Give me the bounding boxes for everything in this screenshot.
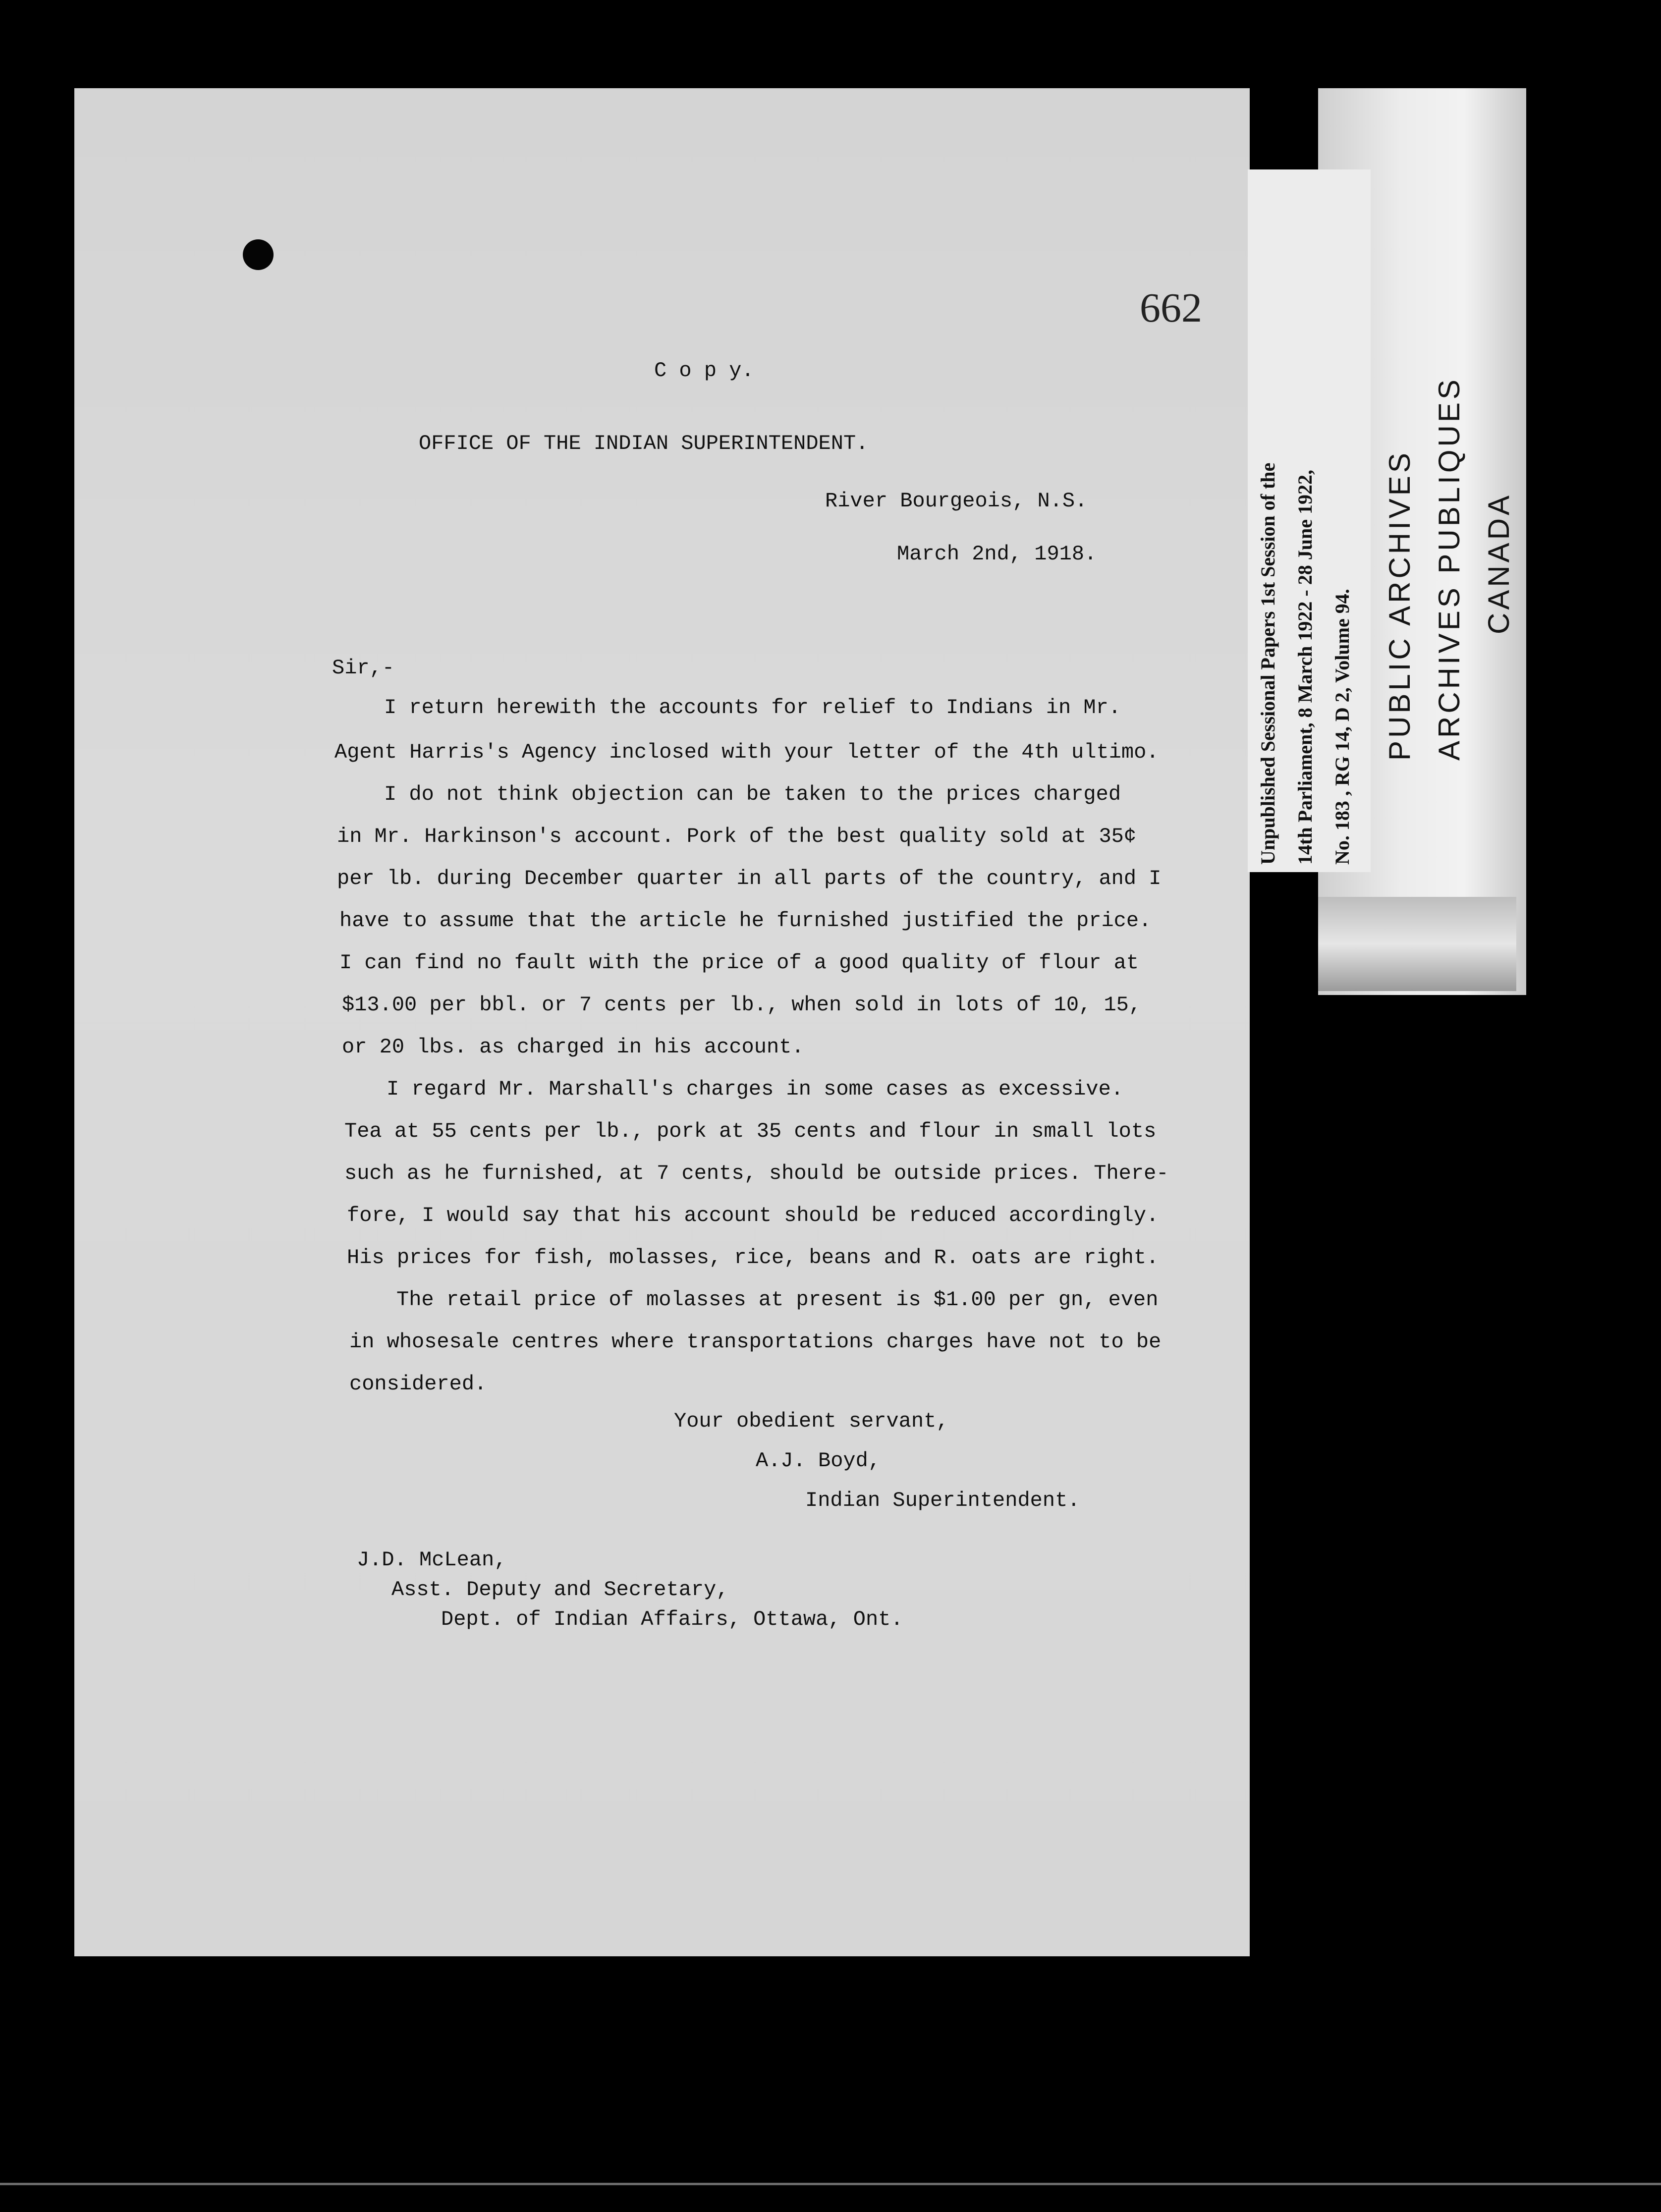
recipient-department: Dept. of Indian Affairs, Ottawa, Ont. (441, 1607, 903, 1631)
film-border-line (0, 2183, 1661, 2185)
office-heading: OFFICE OF THE INDIAN SUPERINTENDENT. (419, 432, 869, 455)
salutation: Sir,- (332, 656, 395, 680)
document-page (74, 88, 1250, 1956)
citation-label-line: 14th Parliament, 8 March 1922 - 28 June 1922, (1294, 470, 1316, 865)
page-number: 662 (1140, 285, 1202, 331)
archive-stamp-line: PUBLIC ARCHIVES (1383, 450, 1416, 761)
body-line: in Mr. Harkinson's account. Pork of the best quality sold at 35¢ (337, 825, 1137, 848)
closing-line: Your obedient servant, (674, 1409, 949, 1433)
body-line: His prices for fish, molasses, rice, beans and R. oats are right. (347, 1246, 1159, 1270)
body-line: Agent Harris's Agency inclosed with your letter of the 4th ultimo. (334, 740, 1159, 764)
body-line: Tea at 55 cents per lb., pork at 35 cents and flour in small lots (344, 1119, 1157, 1143)
recipient-name: J.D. McLean, (357, 1548, 507, 1572)
recipient-title: Asst. Deputy and Secretary, (391, 1578, 729, 1602)
copy-label: C o p y. (654, 359, 754, 383)
body-line: $13.00 per bbl. or 7 cents per lb., when sold in lots of 10, 15, (342, 993, 1142, 1017)
body-line: I do not think objection can be taken to the prices charged (384, 782, 1121, 806)
body-line: have to assume that the article he furnished justified the price. (339, 909, 1152, 933)
body-line: in whosesale centres where transportations charges have not to be (349, 1330, 1162, 1354)
body-line: or 20 lbs. as charged in his account. (342, 1035, 804, 1059)
body-line: I return herewith the accounts for relief to Indians in Mr. (384, 696, 1121, 719)
body-line: per lb. during December quarter in all parts of the country, and I (337, 867, 1162, 890)
body-line: considered. (349, 1372, 487, 1396)
body-line: The retail price of molasses at present is $1.00 per gn, even (396, 1288, 1159, 1312)
body-line: I regard Mr. Marshall's charges in some cases as excessive. (387, 1077, 1124, 1101)
citation-label-line: Unpublished Sessional Papers 1st Session of the (1257, 462, 1279, 865)
archive-card-shadow (1318, 897, 1516, 991)
place-line: River Bourgeois, N.S. (825, 489, 1088, 513)
punch-hole (243, 239, 274, 270)
body-line: such as he furnished, at 7 cents, should be outside prices. There- (344, 1161, 1169, 1185)
citation-label-line: No. 183 , RG 14, D 2, Volume 94. (1331, 589, 1353, 865)
signatory-title: Indian Superintendent. (805, 1489, 1080, 1512)
archive-stamp-line: ARCHIVES PUBLIQUES (1433, 377, 1466, 761)
body-line: fore, I would say that his account should be reduced accordingly. (347, 1204, 1159, 1227)
date-line: March 2nd, 1918. (897, 542, 1097, 566)
archive-stamp-line: CANADA (1482, 492, 1515, 634)
body-line: I can find no fault with the price of a good quality of flour at (339, 951, 1139, 975)
signatory-name: A.J. Boyd, (756, 1449, 881, 1473)
